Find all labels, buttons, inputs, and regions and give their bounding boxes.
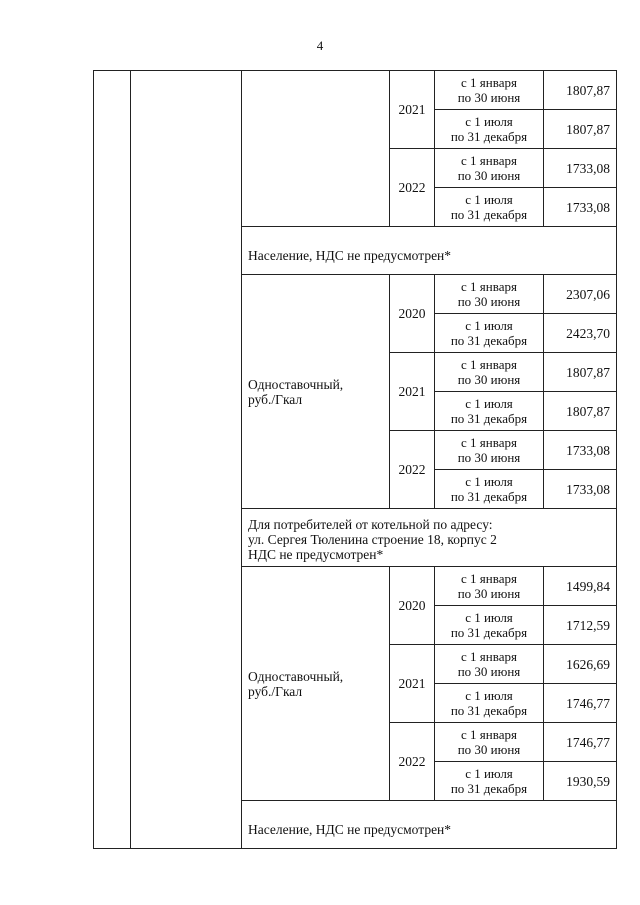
period-cell: с 1 июля по 31 декабря xyxy=(435,188,544,227)
year-cell: 2022 xyxy=(390,149,435,227)
period-cell: с 1 января по 30 июня xyxy=(435,431,544,470)
tariff-value-cell: 1626,69 xyxy=(544,645,617,684)
year-cell: 2022 xyxy=(390,723,435,801)
tariff-value-cell: 1807,87 xyxy=(544,71,617,110)
section-header: Население, НДС не предусмотрен* xyxy=(242,801,617,849)
period-cell: с 1 июля по 31 декабря xyxy=(435,684,544,723)
tariff-type-cell xyxy=(242,71,390,227)
period-cell: с 1 июля по 31 декабря xyxy=(435,606,544,645)
period-cell: с 1 июля по 31 декабря xyxy=(435,392,544,431)
number-column-cell xyxy=(94,71,131,849)
period-cell: с 1 января по 30 июня xyxy=(435,723,544,762)
tariff-value-cell: 1733,08 xyxy=(544,188,617,227)
year-cell: 2021 xyxy=(390,645,435,723)
tariff-table xyxy=(93,70,617,849)
tariff-value-cell: 1807,87 xyxy=(544,392,617,431)
period-cell: с 1 июля по 31 декабря xyxy=(435,762,544,801)
period-cell: с 1 января по 30 июня xyxy=(435,71,544,110)
tariff-value-cell: 2307,06 xyxy=(544,275,617,314)
tariff-value-cell: 1733,08 xyxy=(544,470,617,509)
tariff-value-cell: 1499,84 xyxy=(544,567,617,606)
period-cell: с 1 января по 30 июня xyxy=(435,567,544,606)
period-cell: с 1 января по 30 июня xyxy=(435,645,544,684)
tariff-value-cell: 1733,08 xyxy=(544,431,617,470)
tariff-value-cell: 1733,08 xyxy=(544,149,617,188)
tariff-value-cell: 1807,87 xyxy=(544,353,617,392)
tariff-value-cell: 1746,77 xyxy=(544,723,617,762)
tariff-value-cell: 1930,59 xyxy=(544,762,617,801)
tariff-value-cell: 1746,77 xyxy=(544,684,617,723)
tariff-type-cell: Одноставочный, руб./Гкал xyxy=(242,275,390,509)
tariff-value-cell: 1807,87 xyxy=(544,110,617,149)
tariff-type-cell: Одноставочный, руб./Гкал xyxy=(242,567,390,801)
year-cell: 2022 xyxy=(390,431,435,509)
page-number: 4 xyxy=(316,38,324,53)
table-row xyxy=(94,71,617,110)
year-cell: 2020 xyxy=(390,275,435,353)
period-cell: с 1 января по 30 июня xyxy=(435,275,544,314)
period-cell: с 1 июля по 31 декабря xyxy=(435,470,544,509)
tariff-value-cell: 1712,59 xyxy=(544,606,617,645)
period-cell: с 1 июля по 31 декабря xyxy=(435,314,544,353)
section-header: Для потребителей от котельной по адресу: ул. Сергея Тюленина строение 18, корпус 2 НДС не предусмотрен* xyxy=(242,509,617,567)
period-cell: с 1 января по 30 июня xyxy=(435,353,544,392)
period-cell: с 1 июля по 31 декабря xyxy=(435,110,544,149)
year-cell: 2021 xyxy=(390,71,435,149)
year-cell: 2021 xyxy=(390,353,435,431)
tariff-value-cell: 2423,70 xyxy=(544,314,617,353)
year-cell: 2020 xyxy=(390,567,435,645)
period-cell: с 1 января по 30 июня xyxy=(435,149,544,188)
organization-column-cell xyxy=(131,71,242,849)
section-header: Население, НДС не предусмотрен* xyxy=(242,227,617,275)
